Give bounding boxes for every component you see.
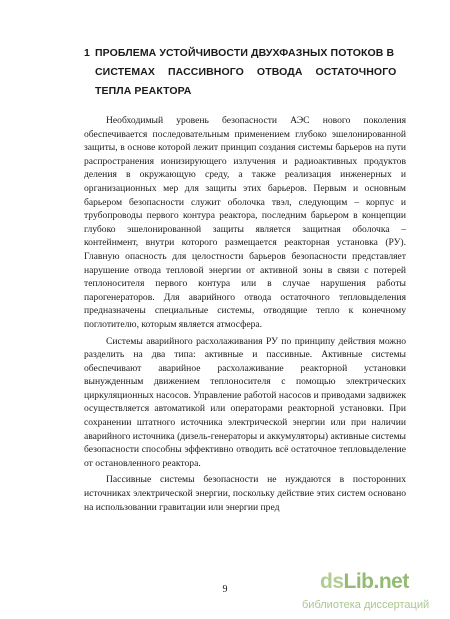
- section-heading: [84, 44, 409, 101]
- section-number: 1: [84, 47, 90, 59]
- watermark-logo-ds: ds: [320, 570, 344, 593]
- watermark: [302, 570, 450, 616]
- watermark-logo-lib: Lib.net: [343, 570, 409, 593]
- paragraph-2: Системы аварийного расхолаживания РУ по принципу действия можно разделить на два типа: активные и пассивные. Активные системы обеспечивают аварийное расхолаживание реакторной установки вынужденным движением теплоносителя с помощью электрических циркуляционных насосов. Управление работой насосов и приводами задвижек осуществляется автоматикой или операторами реакторной установки. При сохранении штатного источника электрической энергии или при наличии аварийного источника (дизель-генераторы и аккумуляторы) активные системы безопасности способны эффективно отводить всё остаточное тепловыделение от остановленного реактора.: [84, 335, 406, 469]
- heading-line-1: ПРОБЛЕМА УСТОЙЧИВОСТИ ДВУХФАЗНЫХ ПОТОКОВ В: [95, 47, 395, 59]
- page-number: 9: [222, 584, 228, 595]
- heading-line-3: ТЕПЛА РЕАКТОРА: [95, 85, 192, 97]
- watermark-tagline: библиотека диссертаций: [302, 599, 430, 611]
- heading-line-2: СИСТЕМАХ ПАССИВНОГО ОТВОДА ОСТАТОЧНОГО: [95, 66, 397, 78]
- paragraph-3: Пассивные системы безопасности не нуждаются в посторонних источниках электрической энергии, поскольку действие этих систем основано на использовании гравитации или энергии пред: [84, 474, 406, 513]
- watermark-logo: [320, 570, 409, 594]
- paragraph-1: Необходимый уровень безопасности АЭС нового поколения обеспечивается последовательным применением глубоко эшелонированной защиты, в основе которой лежит принцип создания системы барьеров на пути распространения ионизирующего излучения и радиоактивных продуктов деления в окружающую среду, а также реализация инженерных и организационных мер для защиты этих барьеров. Первым и основным барьером безопасности служит оболочка твэл, следующим – корпус и трубопроводы первого контура реактора, последним барьером в концепции глубоко эшелонированной защиты является защитная оболочка – контейнмент, внутри которого размещается реакторная установка (РУ). Главную опасность для целостности барьеров безопасности представляет нарушение отвода тепловой энергии от активной зоны в связи с потерей теплоносителя первого контура или в случае нарушения работы парогенераторов. Для аварийного отвода остаточного тепловыделения предназначены специальные системы, отводящие тепло к конечному поглотителю, которым является атмосфера.: [84, 115, 406, 330]
- body-text: [84, 114, 406, 514]
